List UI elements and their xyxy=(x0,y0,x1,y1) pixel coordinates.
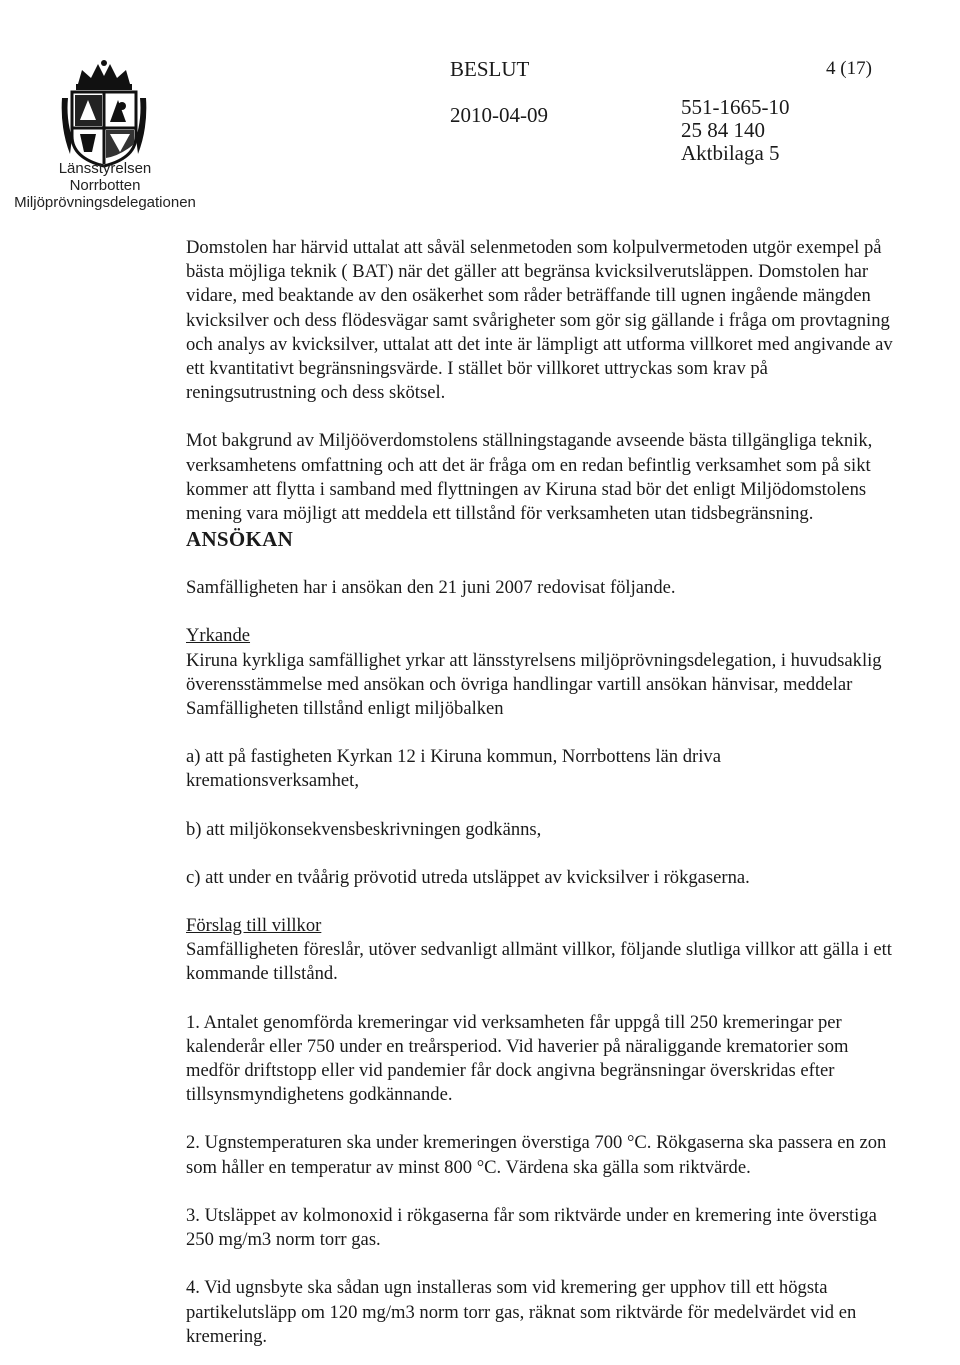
section-heading-ansokan: ANSÖKAN xyxy=(186,527,294,552)
condition-4: 4. Vid ugnsbyte ska sådan ugn installeras som vid kremering ger upphov till ett högsta partikelutsläpp om 120 mg/m3 norm torr gas, räknat som riktvärde för medelvärdet vid en kremering. xyxy=(186,1277,857,1347)
condition-2: 2. Ugnstemperaturen ska under kremeringen överstiga 700 °C. Rökgaserna ska passera en zon som håller en temperatur av minst 800 °C. Värdena ska gälla som riktvärde. xyxy=(186,1132,887,1178)
paragraph-claim: Kiruna kyrkliga samfällighet yrkar att länsstyrelsens miljöprövningsdelegation, i huvudsaklig överensstämmelse med ansökan och övriga handlingar vartill ansökan hänvisar, meddelar Samfälligheten tillstånd enligt miljöbalken xyxy=(186,649,882,720)
document-body xyxy=(186,236,896,1349)
paragraph-conditions-intro: Samfälligheten föreslår, utöver sedvanligt allmänt villkor, följande slutliga villkor att gälla i ett kommande tillstånd. xyxy=(186,939,892,985)
claim-item-b: b) att miljökonsekvensbeskrivningen godkänns, xyxy=(186,818,542,840)
page-number: 4 (17) xyxy=(826,58,872,79)
reference-number: 25 84 140 xyxy=(681,118,765,142)
org-line-1: Länsstyrelsen xyxy=(58,160,152,177)
paragraph-application-intro: Samfälligheten har i ansökan den 21 juni 2007 redovisat följande. xyxy=(186,577,676,599)
org-line-3: Miljöprövningsdelegationen xyxy=(14,194,196,211)
subheading-yrkande: Yrkande xyxy=(186,625,251,647)
claim-item-c: c) att under en tvåårig prövotid utreda utsläppet av kvicksilver i rökgaserna. xyxy=(186,866,750,888)
organization-name xyxy=(0,160,210,211)
subheading-forslag-till-villkor: Förslag till villkor xyxy=(186,915,322,937)
document-type: BESLUT xyxy=(450,57,530,81)
reference-block xyxy=(681,96,790,165)
paragraph-court-opinion: Domstolen har härvid uttalat att såväl selenmetoden som kolpulvermetoden utgör exempel på bästa möjliga teknik ( BAT) när det gäller att begränsa kvicksilverutsläppen. Domstolen har vidare, med beaktande av den osäkerhet som råder beträffande till ugnen ingående mängden kvicksilver och dess flödesvägar samt svårigheter som gör sig gällande i fråga om provtagning och analys av kvicksilver, uttalat att det inte är lämpligt att utforma villkoret med angivande av ett kvantitativt begränsningsvärde. I stället bör villkoret uttryckas som krav på reningsutrustning och dess skötsel. xyxy=(186,237,893,404)
coat-of-arms-logo xyxy=(58,58,150,168)
condition-3: 3. Utsläppet av kolmonoxid i rökgaserna får som riktvärde under en kremering inte överstiga 250 mg/m3 norm torr gas. xyxy=(186,1204,877,1251)
attachment-label: Aktbilaga 5 xyxy=(681,141,780,165)
paragraph-background: Mot bakgrund av Miljööverdomstolens ställningstagande avseende bästa tillgängliga teknik, verksamhetens omfattning och att det är fråga om en redan befintlig verksamhet som på sikt kommer att flytta i samband med flyttningen av Kiruna stad bör det enligt Miljödomstolens mening vara möjligt att meddela ett tillstånd för verksamheten utan tidsbegränsning. xyxy=(186,430,873,525)
claim-item-a: a) att på fastigheten Kyrkan 12 i Kiruna kommun, Norrbottens län driva kremationsverksamhet, xyxy=(186,746,721,792)
decision-date: 2010-04-09 xyxy=(450,103,548,127)
case-number: 551-1665-10 xyxy=(681,95,790,119)
condition-1: 1. Antalet genomförda kremeringar vid verksamheten får uppgå till 250 kremeringar per kalenderår eller 750 under en treårsperiod. Vid haverier på näraliggande krematorier som medför driftstopp eller vid pandemier får dock angivna begränsningar överskridas efter tillsynsmyndighetens godkännande. xyxy=(186,1011,849,1106)
org-line-2: Norrbotten xyxy=(69,177,141,194)
